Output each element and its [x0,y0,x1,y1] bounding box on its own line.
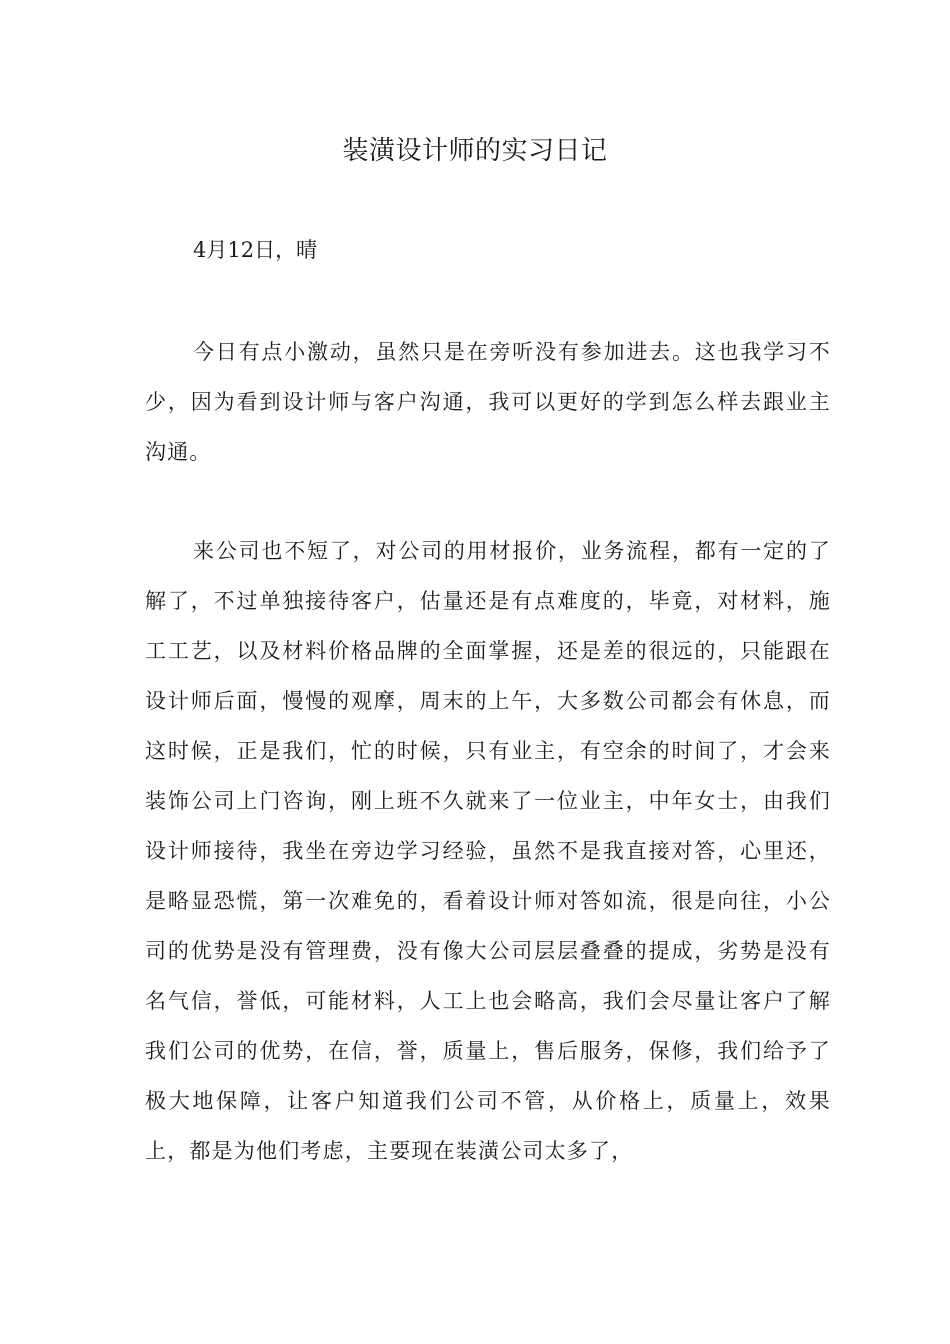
paragraph-1: 今日有点小激动，虽然只是在旁听没有参加进去。这也我学习不少，因为看到设计师与客户沟通，我可以更好的学到怎么样去跟业主沟通。 [145,340,831,464]
document-title: 装潢设计师的实习日记 [342,136,608,166]
paragraph-2: 来公司也不短了，对公司的用材报价，业务流程，都有一定的了解了，不过单独接待客户，估量还是有点难度的，毕竟，对材料，施工工艺，以及材料价格品牌的全面掌握，还是差的很远的，只能跟在设计师后面，慢慢的观摩，周末的上午，大多数公司都会有休息，而这时候，正是我们，忙的时候，只有业主，有空余的时间了，才会来装饰公司上门咨询，刚上班不久就来了一位业主，中年女士，由我们设计师接待，我坐在旁边学习经验，虽然不是我直接对答，心里还，是略显恐慌，第一次难免的，看着设计师对答如流，很是向往，小公司的优势是没有管理费，没有像大公司层层叠叠的提成，劣势是没有名气信，誉低，可能材料，人工上也会略高，我们会尽量让客户了解我们公司的优势，在信，誉，质量上，售后服务，保修，我们给予了极大地保障，让客户知道我们公司不管，从价格上，质量上，效果上，都是为他们考虑，主要现在装潢公司太多了， [145,539,831,1163]
date-line: 4月12日，晴 [193,238,318,262]
